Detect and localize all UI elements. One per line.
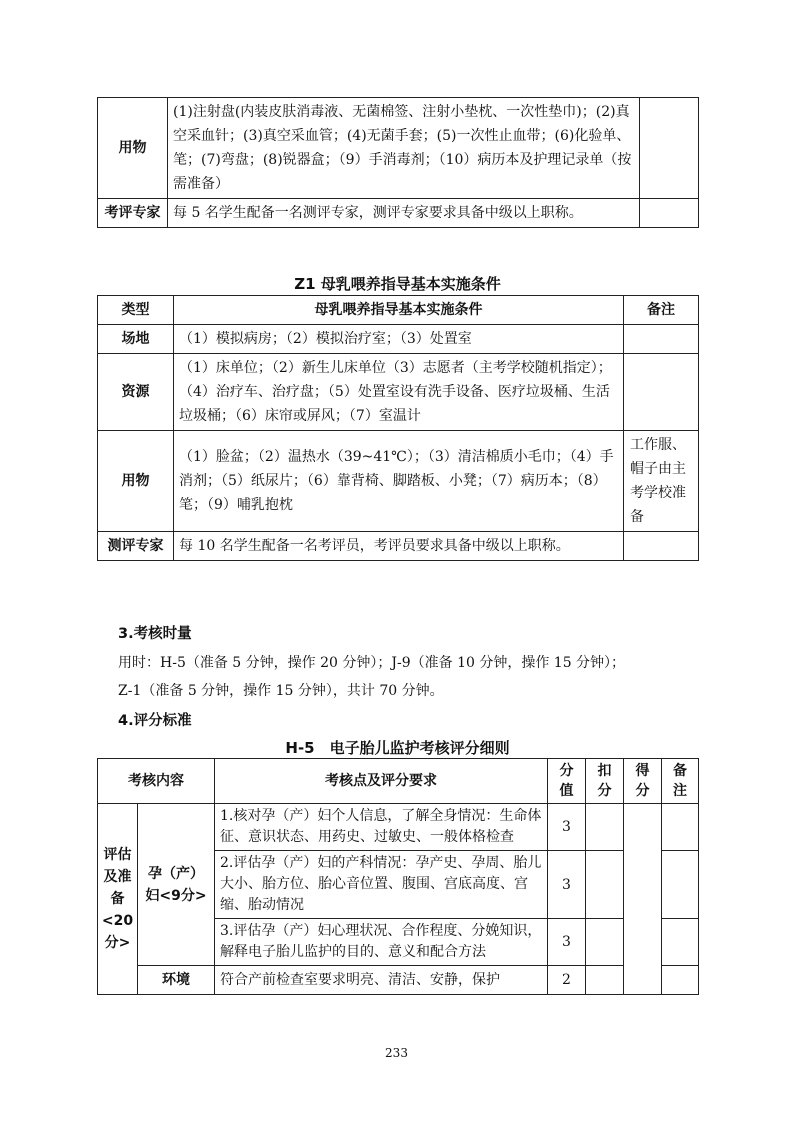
remark-cell [662, 919, 699, 966]
row-label: 资源 [98, 354, 174, 431]
row-note [624, 532, 699, 561]
row-note [640, 199, 699, 228]
row-label: 考评专家 [98, 199, 168, 228]
criterion-text: 3.评估孕（产）妇心理状况、合作程度、分娩知识，解释电子胎儿监护的目的、意义和配合方法 [215, 919, 548, 966]
table-row [98, 199, 699, 228]
header-points: 考核点及评分要求 [215, 759, 548, 804]
row-note [640, 98, 699, 199]
table-row [98, 98, 699, 199]
header-type: 类型 [98, 296, 174, 325]
deduct-cell [586, 851, 624, 919]
z1-table-title: Z1 母乳喂养指导基本实施条件 [294, 275, 501, 293]
row-text: 每 10 名学生配备一名考评员，考评员要求具备中级以上职称。 [174, 532, 624, 561]
row-text: (1)注射盘(内装皮肤消毒液、无菌棉签、注射小垫枕、一次性垫巾)；(2)真空采血针；(3)真空采血管；(4)无菌手套；(5)一次性止血带；(6)化验单、笔；(7)弯盘；(8)锐器盒；（9）手消毒剂；（10）病历本及护理记录单（按需准备） [168, 98, 640, 199]
header-deduct: 扣分 [586, 759, 624, 804]
criterion-value: 3 [548, 851, 586, 919]
remark-cell [662, 804, 699, 851]
criterion-value: 3 [548, 804, 586, 851]
table-row [98, 354, 699, 431]
subgroup-pregnant-woman: 孕（产）妇<9分> [138, 804, 215, 966]
row-text: （1）模拟病房；（2）模拟治疗室；（3）处置室 [174, 325, 624, 354]
table-row [98, 804, 699, 851]
header-conditions: 母乳喂养指导基本实施条件 [174, 296, 624, 325]
materials-table-continued [97, 97, 699, 228]
criterion-value: 3 [548, 919, 586, 966]
header-remark: 备注 [624, 296, 699, 325]
row-label: 用物 [98, 98, 168, 199]
h5-scoring-table [97, 758, 699, 995]
section-heading-exam-time: 3.考核时量 [118, 626, 192, 642]
row-label: 用物 [98, 431, 174, 532]
page-number: 233 [385, 1046, 408, 1060]
deduct-cell [586, 919, 624, 966]
row-text: （1）床单位；（2）新生儿床单位（3）志愿者（主考学校随机指定）；（4）治疗车、治疗盘；（5）处置室设有洗手设备、医疗垃圾桶、生活垃圾桶；（6）床帘或屏风；（7）室温计 [174, 354, 624, 431]
table-row [98, 325, 699, 354]
remark-cell [662, 966, 699, 995]
z1-conditions-table [97, 295, 699, 561]
exam-time-line-2: Z-1（准备 5 分钟，操作 15 分钟），共计 70 分钟。 [118, 683, 444, 699]
group-assessment-prep: 评估及准备<20分> [98, 804, 138, 995]
score-cell [624, 804, 662, 995]
table-header-row [98, 296, 699, 325]
subgroup-environment: 环境 [138, 966, 215, 995]
criterion-text: 符合产前检查室要求明亮、清洁、安静，保护 [215, 966, 548, 995]
criterion-value: 2 [548, 966, 586, 995]
deduct-cell [586, 966, 624, 995]
exam-time-line-1: 用时：H-5（准备 5 分钟，操作 20 分钟）；J-9（准备 10 分钟，操作 15 分钟）； [118, 655, 626, 671]
header-score: 得分 [624, 759, 662, 804]
row-label: 测评专家 [98, 532, 174, 561]
row-note [624, 354, 699, 431]
header-content: 考核内容 [98, 759, 215, 804]
h5-table-title: H-5 电子胎儿监护考核评分细则 [285, 739, 510, 757]
row-note [624, 325, 699, 354]
header-remark: 备注 [662, 759, 699, 804]
criterion-text: 2.评估孕（产）妇的产科情况：孕产史、孕周、胎儿大小、胎方位、胎心音位置、腹围、宫底高度、宫缩、胎动情况 [215, 851, 548, 919]
row-label: 场地 [98, 325, 174, 354]
table-row [98, 966, 699, 995]
row-text: 每 5 名学生配备一名测评专家，测评专家要求具备中级以上职称。 [168, 199, 640, 228]
remark-cell [662, 851, 699, 919]
criterion-text: 1.核对孕（产）妇个人信息，了解全身情况：生命体征、意识状态、用药史、过敏史、一般体格检查 [215, 804, 548, 851]
table-row [98, 431, 699, 532]
section-heading-scoring: 4.评分标准 [118, 713, 192, 729]
row-text: （1）脸盆；（2）温热水（39~41℃）；（3）清洁棉质小毛巾；（4）手消剂；（5）纸尿片；（6）靠背椅、脚踏板、小凳；（7）病历本；（8）笔；（9）哺乳抱枕 [174, 431, 624, 532]
table-header-row [98, 759, 699, 804]
deduct-cell [586, 804, 624, 851]
table-row [98, 532, 699, 561]
row-note: 工作服、帽子由主考学校准备 [624, 431, 699, 532]
header-value: 分值 [548, 759, 586, 804]
